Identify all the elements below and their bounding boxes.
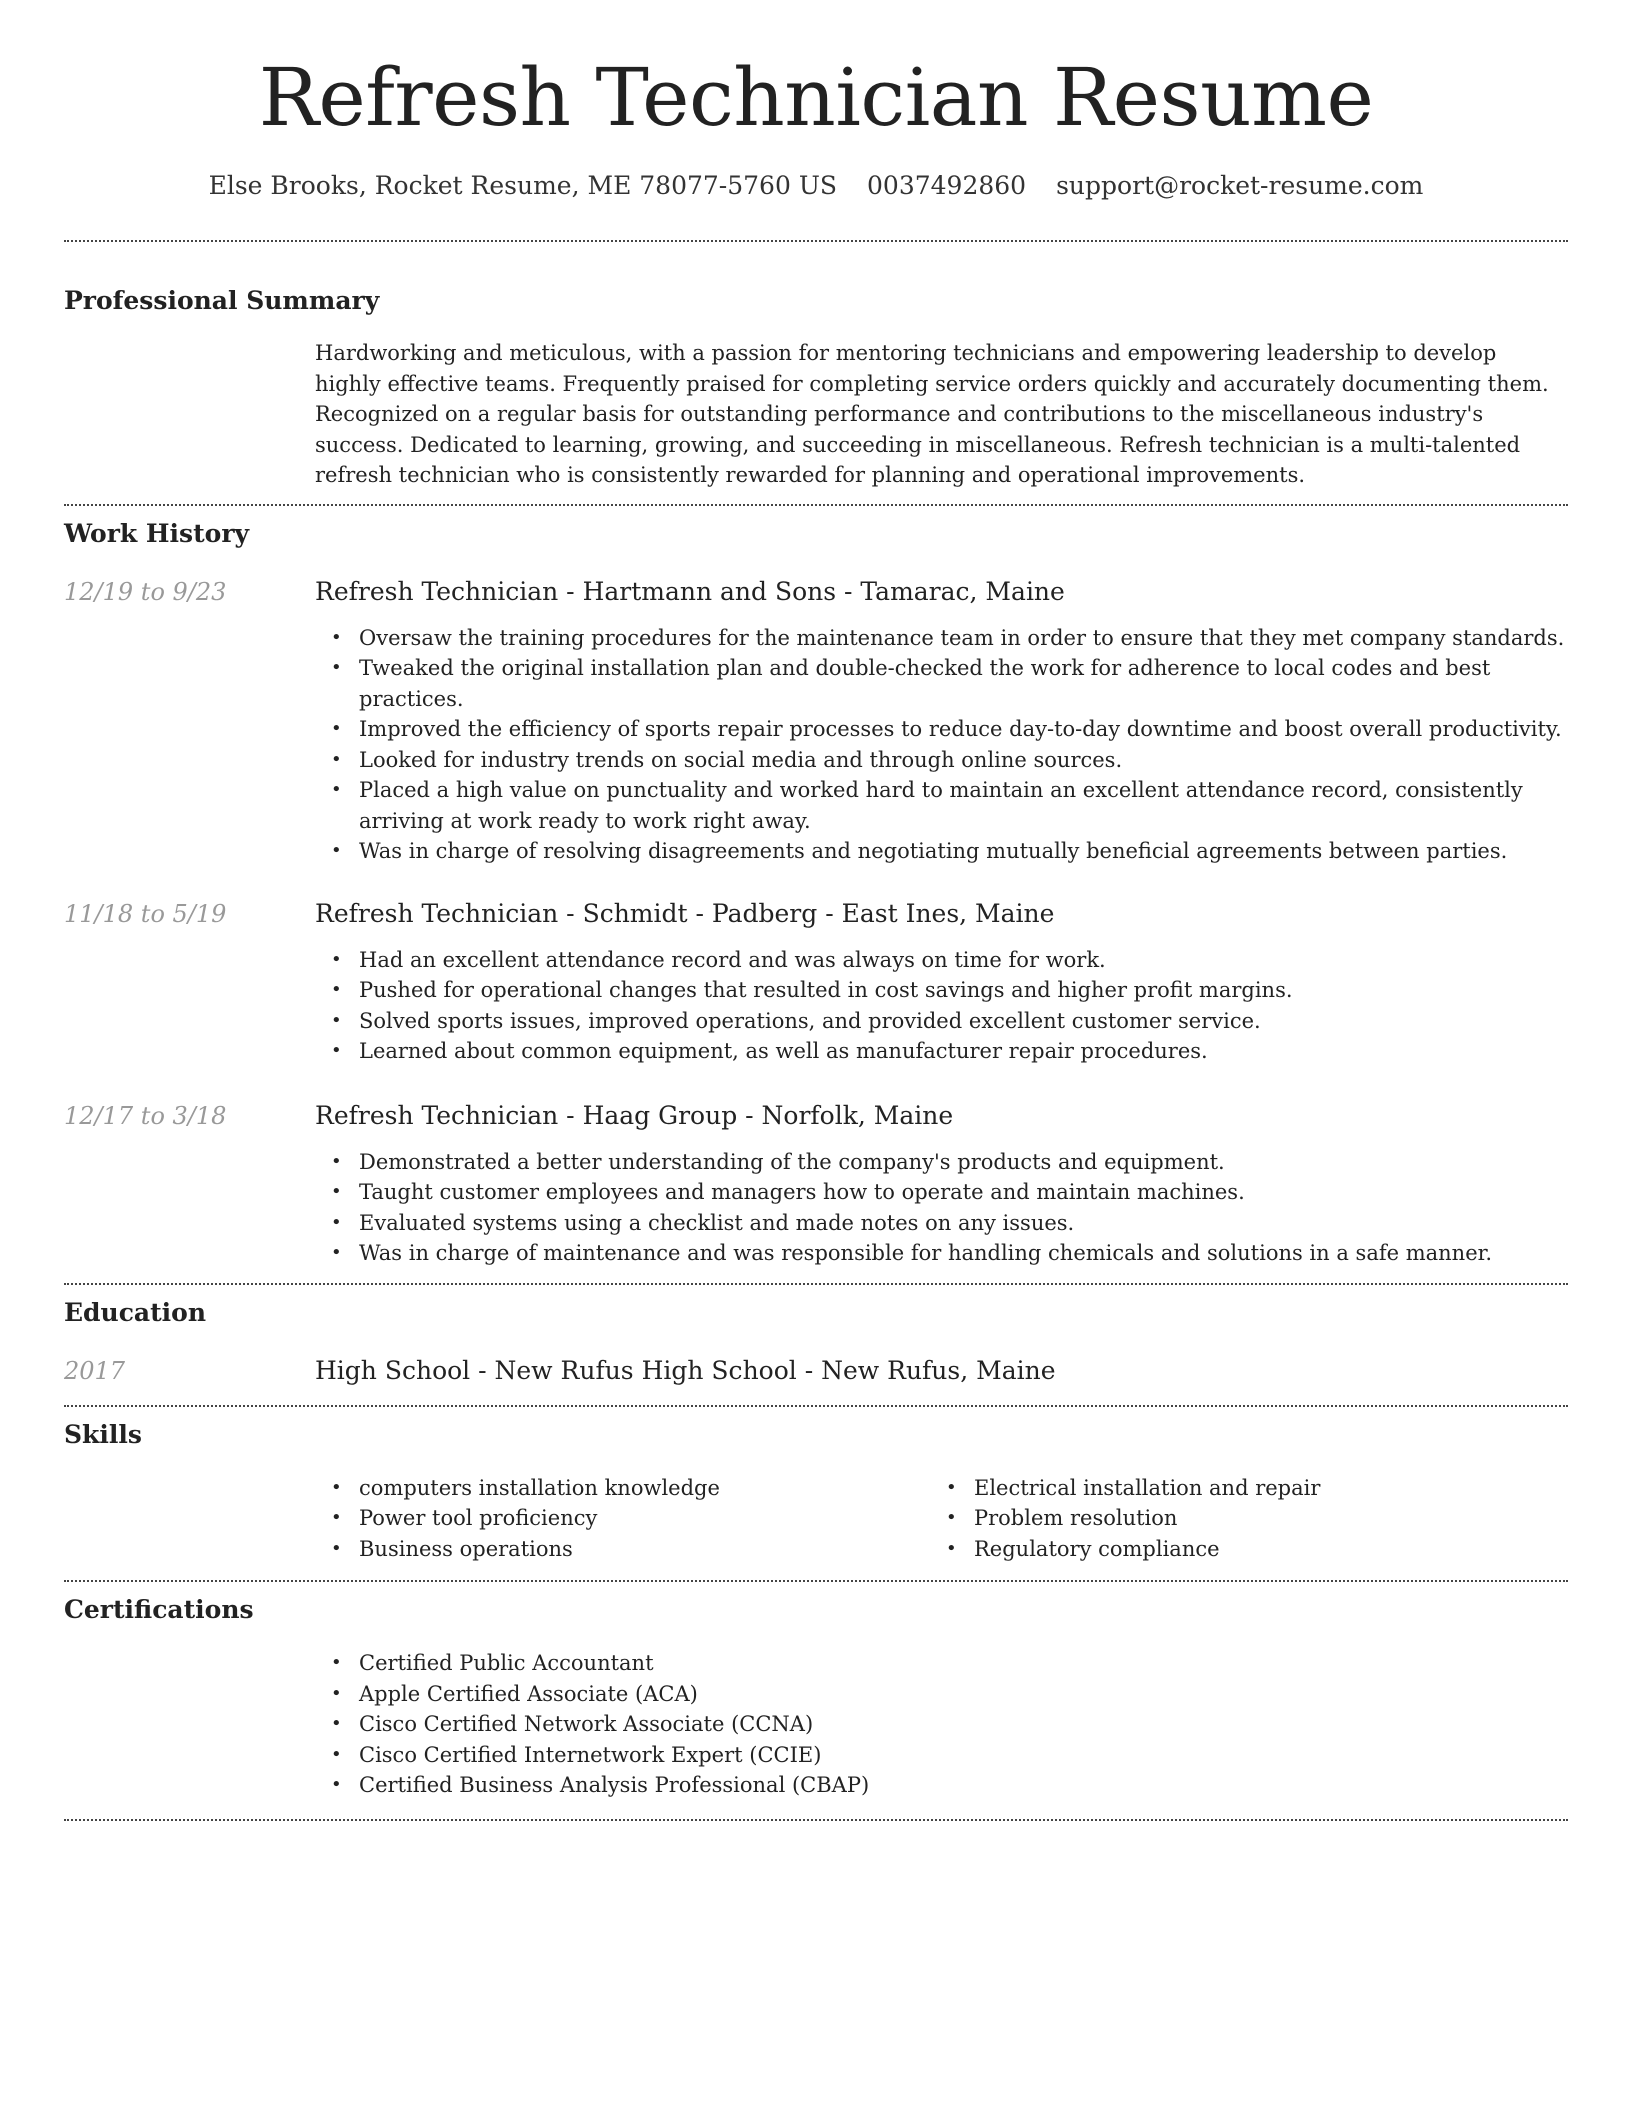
list-item: • Business operations [315,1534,930,1565]
list-item: • Evaluated systems using a checklist and made notes on any issues. [315,1208,1568,1239]
section-heading-education: Education [64,1297,207,1327]
skills-list-right [930,1473,1545,1565]
job-dates: 11/18 to 5/19 [64,899,227,928]
list-item: • Cisco Certified Network Associate (CCNA) [315,1709,1568,1740]
divider [64,1819,1568,1821]
education-entry [64,1355,1568,1387]
job-dates: 12/19 to 9/23 [64,577,227,606]
contact-line [64,169,1568,203]
skills-section [64,1419,1568,1565]
divider [64,240,1568,242]
list-item: • Placed a high value on punctuality and worked hard to maintain an excellent attendance record, consistently arriving at work ready to work right away. [315,775,1568,836]
job-entry [64,1100,1568,1269]
list-item: • Pushed for operational changes that resulted in cost savings and higher profit margins. [315,975,1568,1006]
skills-list-left [315,1473,930,1565]
list-item: • Electrical installation and repair [930,1473,1545,1504]
section-heading-summary: Professional Summary [64,286,380,315]
list-item: • Learned about common equipment, as well as manufacturer repair procedures. [315,1036,1568,1067]
list-item: • Was in charge of resolving disagreements and negotiating mutually beneficial agreements between parties. [315,836,1568,867]
certifications-list [315,1648,1568,1801]
divider [64,1580,1568,1582]
list-item: • Taught customer employees and managers how to operate and maintain machines. [315,1177,1568,1208]
divider [64,1283,1568,1285]
job-bullets [315,1147,1568,1269]
job-title: Refresh Technician - Haag Group - Norfolk, Maine [315,1100,954,1130]
list-item: • Certified Business Analysis Professional (CBAP) [315,1770,1568,1801]
list-item: • Problem resolution [930,1503,1545,1534]
section-heading-certifications: Certifications [64,1595,254,1624]
list-item: • Improved the efficiency of sports repair processes to reduce day-to-day downtime and boost overall productivity. [315,714,1568,745]
education-title: High School - New Rufus High School - New Rufus, Maine [315,1355,1056,1385]
list-item: • Demonstrated a better understanding of the company's products and equipment. [315,1147,1568,1178]
contact-email[interactable]: support@rocket-resume.com [1056,171,1424,200]
skills-grid [315,1473,1568,1565]
education-section [64,1297,1568,1387]
list-item: • Regulatory compliance [930,1534,1545,1565]
section-heading-work-history: Work History [64,518,250,548]
section-heading-skills: Skills [64,1419,142,1449]
resume-page [64,0,1568,1821]
list-item: • Had an excellent attendance record and was always on time for work. [315,945,1568,976]
list-item: • Solved sports issues, improved operations, and provided excellent customer service. [315,1006,1568,1037]
job-entry [64,898,1568,1067]
education-year: 2017 [64,1356,126,1385]
list-item: • computers installation knowledge [315,1473,930,1504]
summary-text: Hardworking and meticulous, with a passion for mentoring technicians and empowering leadership to develop highly effective teams. Frequently praised for completing service orders quickly and accurately documenting them. Recognized on a regular basis for outstanding performance and contributions to the miscellaneous industry's success. Dedicated to learning, growing, and succeeding in miscellaneous. Refresh technician is a multi-talented refresh technician who is consistently rewarded for planning and operational improvements. [315,341,1549,487]
list-item: • Certified Public Accountant [315,1648,1568,1679]
list-item: • Power tool proficiency [315,1503,930,1534]
job-bullets [315,623,1568,867]
job-title: Refresh Technician - Hartmann and Sons - Tamarac, Maine [315,576,1065,606]
job-dates: 12/17 to 3/18 [64,1101,227,1130]
resume-title: Refresh Technician Resume [258,51,1374,144]
job-title: Refresh Technician - Schmidt - Padberg - East Ines, Maine [315,898,1055,928]
list-item: • Tweaked the original installation plan and double-checked the work for adherence to local codes and best practices. [315,653,1568,714]
divider [64,504,1568,506]
job-entry [64,576,1568,867]
contact-phone: 0037492860 [867,171,1027,200]
certifications-section [64,1594,1568,1801]
contact-address: Else Brooks, Rocket Resume, ME 78077-5760 US [208,171,838,200]
list-item: • Looked for industry trends on social media and through online sources. [315,745,1568,776]
divider [64,1405,1568,1407]
list-item: • Cisco Certified Internetwork Expert (CCIE) [315,1740,1568,1771]
summary-section [64,285,1568,491]
job-bullets [315,945,1568,1067]
list-item: • Oversaw the training procedures for the maintenance team in order to ensure that they met company standards. [315,623,1568,654]
work-history-section [64,518,1568,1269]
list-item: • Apple Certified Associate (ACA) [315,1679,1568,1710]
list-item: • Was in charge of maintenance and was responsible for handling chemicals and solutions in a safe manner. [315,1238,1568,1269]
